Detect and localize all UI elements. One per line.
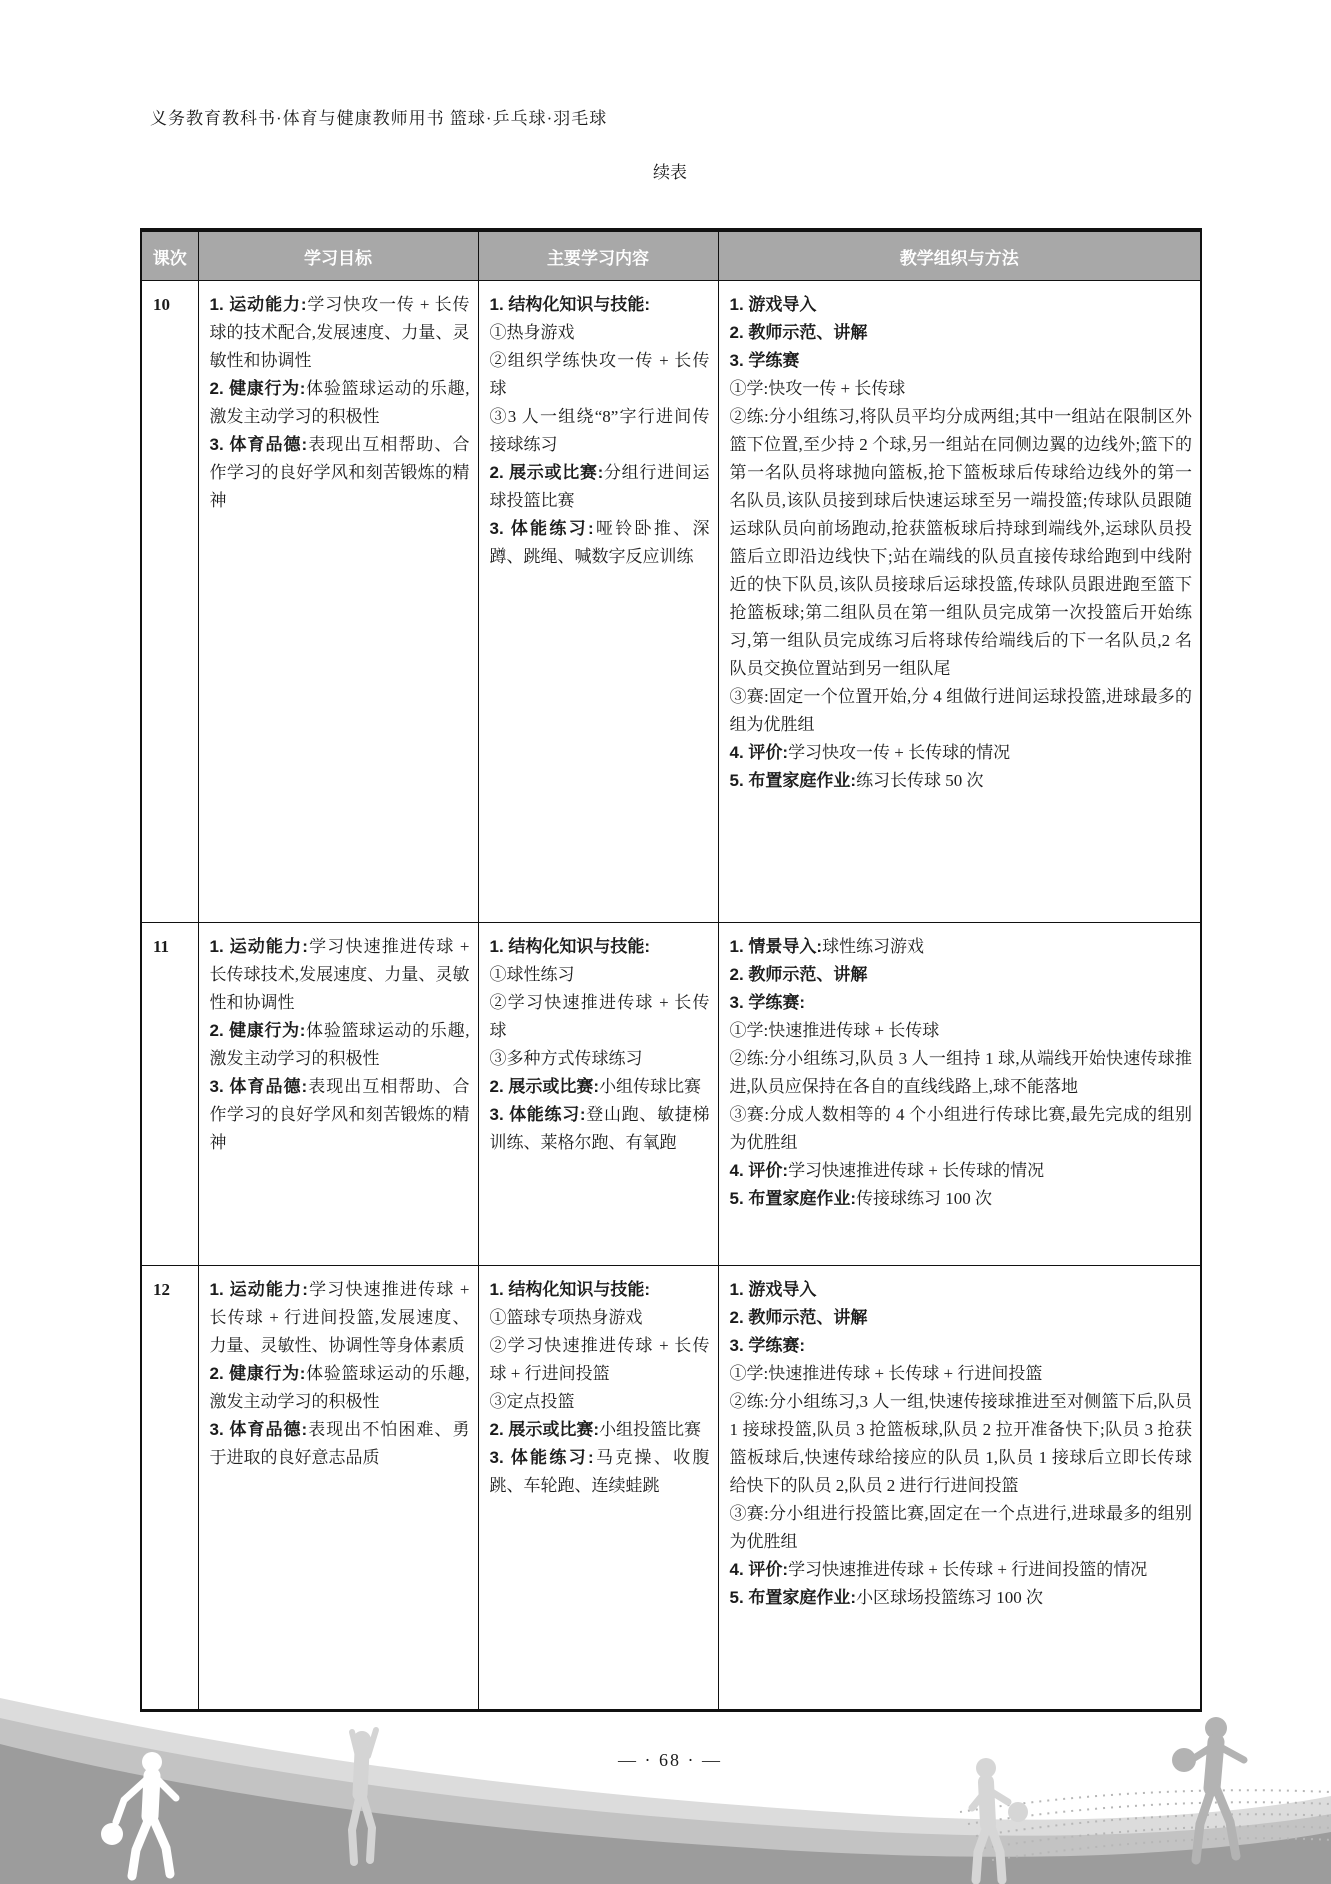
- bold-lead-in: 2. 教师示范、讲解: [729, 1308, 868, 1327]
- column-header-objectives: 学习目标: [198, 230, 478, 281]
- cell-paragraph: [490, 1073, 710, 1101]
- body-text: ②学习快速推进传球 + 长传球 + 行进间投篮: [489, 1336, 710, 1383]
- bold-lead-in: 3. 体能练习:: [489, 1105, 586, 1124]
- body-text: 表现出互相帮助、合作学习的良好学风和刻苦锻炼的精神: [209, 435, 470, 510]
- cell-paragraph: [490, 515, 710, 571]
- bold-lead-in: 3. 学练赛:: [729, 1336, 806, 1355]
- bold-lead-in: 3. 学练赛: [729, 351, 800, 370]
- running-header: 义务教育教科书·体育与健康教师用书 篮球·乒乓球·羽毛球: [150, 109, 608, 128]
- cell-paragraph: [490, 1101, 710, 1157]
- methods-cell: [718, 923, 1201, 1266]
- body-text: ③多种方式传球练习: [489, 1049, 643, 1068]
- body-text: 表现出互相帮助、合作学习的良好学风和刻苦锻炼的精神: [209, 1077, 470, 1152]
- content-cell: [478, 923, 718, 1266]
- cell-paragraph: [730, 1388, 1193, 1500]
- table-header-row: [141, 230, 1201, 281]
- objectives-cell: [198, 1266, 478, 1711]
- lesson-number-cell: 12: [141, 1266, 198, 1711]
- cell-paragraph: [210, 1276, 470, 1360]
- bold-lead-in: 2. 教师示范、讲解: [729, 323, 868, 342]
- bold-lead-in: 3. 体能练习:: [489, 519, 594, 538]
- bold-lead-in: 1. 运动能力:: [209, 1280, 308, 1299]
- body-text: ③赛:分成人数相等的 4 个小组进行传球比赛,最先完成的组别为优胜组: [729, 1105, 1192, 1152]
- decorative-footer-art: [0, 1684, 1331, 1884]
- cell-paragraph: [730, 1360, 1193, 1388]
- lesson-plan-table: [140, 228, 1202, 1712]
- cell-paragraph: [730, 1185, 1193, 1213]
- cell-paragraph: [490, 961, 710, 989]
- cell-paragraph: [490, 1045, 710, 1073]
- body-text: ①学:快速推进传球 + 长传球: [729, 1021, 940, 1040]
- cell-paragraph: [730, 1276, 1193, 1304]
- page-number: — · 68 · —: [618, 1750, 722, 1770]
- bold-lead-in: 1. 结构化知识与技能:: [489, 1280, 651, 1299]
- lesson-number-cell: 10: [141, 281, 198, 923]
- bold-lead-in: 4. 评价:: [729, 1560, 789, 1579]
- body-text: 小组传球比赛: [599, 1077, 702, 1096]
- body-text: ②练:分小组练习,队员 3 人一组持 1 球,从端线开始快速传球推进,队员应保持在各自的直线线路上,球不能落地: [729, 1049, 1192, 1096]
- cell-paragraph: [210, 1416, 470, 1472]
- cell-paragraph: [730, 291, 1193, 319]
- cell-paragraph: [730, 1045, 1193, 1101]
- cell-paragraph: [730, 1332, 1193, 1360]
- bold-lead-in: 2. 展示或比赛:: [489, 463, 604, 482]
- cell-paragraph: [730, 403, 1193, 683]
- column-header-content: 主要学习内容: [478, 230, 718, 281]
- methods-cell: [718, 1266, 1201, 1711]
- body-text: ②练:分小组练习,将队员平均分成两组;其中一组站在限制区外篮下位置,至少持 2 个球,另一组站在同侧边翼的边线外;篮下的第一名队员将球抛向篮板,抢下篮板球后传球给边线外的第一名队员,该队员接到球后快速运球至另一端投篮;传球队员跟随运球队员向前场跑动,抢获篮板球后持球到端线外,运球队员投篮后立即沿边线快下;站在端线的队员直接传球给跑到中线附近的快下队员,该队员接球后运球投篮,传球队员跟进跑至篮下抢篮板球;第二组队员在第一组队员完成第一次投篮后开始练习,第一组队员完成练习后将球传给端线后的下一名队员,2 名队员交换位置站到另一组队尾: [729, 407, 1192, 678]
- body-text: ①篮球专项热身游戏: [489, 1308, 643, 1327]
- body-text: ①球性练习: [489, 965, 575, 984]
- cell-paragraph: [730, 739, 1193, 767]
- bold-lead-in: 3. 体能练习:: [489, 1448, 594, 1467]
- body-text: ①学:快速推进传球 + 长传球 + 行进间投篮: [729, 1364, 1043, 1383]
- body-text: 哑铃卧推、深蹲、跳绳、喊数字反应训练: [489, 519, 710, 566]
- bold-lead-in: 1. 游戏导入: [729, 295, 817, 314]
- body-text: ③赛:固定一个位置开始,分 4 组做行进间运球投篮,进球最多的组为优胜组: [729, 687, 1192, 734]
- column-header-lesson: 课次: [141, 230, 198, 281]
- cell-paragraph: [210, 1073, 470, 1157]
- body-text: 学习快攻一传 + 长传球的技术配合,发展速度、力量、灵敏性和协调性: [209, 295, 470, 370]
- body-text: ③赛:分小组进行投篮比赛,固定在一个点进行,进球最多的组别为优胜组: [729, 1504, 1192, 1551]
- body-text: 学习快攻一传 + 长传球的情况: [788, 743, 1011, 762]
- cell-paragraph: [730, 375, 1193, 403]
- lesson-row: [141, 281, 1201, 923]
- body-text: 小组投篮比赛: [599, 1420, 702, 1439]
- cell-paragraph: [490, 1276, 710, 1304]
- cell-paragraph: [730, 1304, 1193, 1332]
- cell-paragraph: [490, 347, 710, 403]
- body-text: ②学习快速推进传球 + 长传球: [489, 993, 710, 1040]
- body-text: 分组行进间运球投篮比赛: [489, 463, 710, 510]
- content-cell: [478, 281, 718, 923]
- cell-paragraph: [730, 1157, 1193, 1185]
- cell-paragraph: [490, 403, 710, 459]
- cell-paragraph: [730, 1017, 1193, 1045]
- cell-paragraph: [490, 291, 710, 319]
- body-text: 学习快速推进传球 + 长传球技术,发展速度、力量、灵敏性和协调性: [209, 937, 470, 1012]
- body-text: 体验篮球运动的乐趣,激发主动学习的积极性: [209, 1021, 470, 1068]
- body-text: ①热身游戏: [489, 323, 575, 342]
- bold-lead-in: 2. 健康行为:: [209, 1021, 306, 1040]
- body-text: 传接球练习 100 次: [856, 1189, 993, 1208]
- objectives-cell: [198, 923, 478, 1266]
- cell-paragraph: [490, 1416, 710, 1444]
- bold-lead-in: 2. 展示或比赛:: [489, 1077, 600, 1096]
- objectives-cell: [198, 281, 478, 923]
- body-text: 体验篮球运动的乐趣,激发主动学习的积极性: [209, 379, 470, 426]
- bold-lead-in: 5. 布置家庭作业:: [729, 771, 857, 790]
- bold-lead-in: 1. 游戏导入: [729, 1280, 817, 1299]
- bold-lead-in: 5. 布置家庭作业:: [729, 1189, 857, 1208]
- body-text: 体验篮球运动的乐趣,激发主动学习的积极性: [209, 1364, 470, 1411]
- body-text: 马克操、收腹跳、车轮跑、连续蛙跳: [489, 1448, 710, 1495]
- cell-paragraph: [210, 1017, 470, 1073]
- bold-lead-in: 1. 运动能力:: [209, 937, 308, 956]
- cell-paragraph: [490, 989, 710, 1045]
- cell-paragraph: [210, 933, 470, 1017]
- body-text: ②组织学练快攻一传 + 长传球: [489, 351, 710, 398]
- cell-paragraph: [730, 767, 1193, 795]
- body-text: 球性练习游戏: [822, 937, 925, 956]
- body-text: 学习快速推进传球 + 长传球 + 行进间投篮,发展速度、力量、灵敏性、协调性等身体素质: [209, 1280, 470, 1355]
- cell-paragraph: [730, 961, 1193, 989]
- body-text: 表现出不怕困难、勇于进取的良好意志品质: [209, 1420, 470, 1467]
- lesson-row: [141, 1266, 1201, 1711]
- bold-lead-in: 3. 体育品德:: [209, 1420, 308, 1439]
- cell-paragraph: [490, 1388, 710, 1416]
- bold-lead-in: 3. 体育品德:: [209, 435, 308, 454]
- table-caption: 续表: [653, 163, 687, 182]
- bold-lead-in: 2. 健康行为:: [209, 379, 306, 398]
- bold-lead-in: 2. 教师示范、讲解: [729, 965, 868, 984]
- body-text: ②练:分小组练习,3 人一组,快速传接球推进至对侧篮下后,队员 1 接球投篮,队员 3 抢篮板球,队员 2 拉开准备快下;队员 3 抢获篮板球后,快速传球给接应的队员 1,队员 1 接球后立即长传球给快下的队员 2,队员 2 进行行进间投篮: [729, 1392, 1192, 1495]
- body-text: 登山跑、敏捷梯训练、莱格尔跑、有氧跑: [489, 1105, 710, 1152]
- bold-lead-in: 1. 运动能力:: [209, 295, 307, 314]
- cell-paragraph: [730, 933, 1193, 961]
- cell-paragraph: [730, 683, 1193, 739]
- cell-paragraph: [730, 1556, 1193, 1584]
- cell-paragraph: [730, 347, 1193, 375]
- methods-cell: [718, 281, 1201, 923]
- cell-paragraph: [210, 431, 470, 515]
- cell-paragraph: [210, 291, 470, 375]
- body-text: 小区球场投篮练习 100 次: [856, 1588, 1044, 1607]
- body-text: 学习快速推进传球 + 长传球 + 行进间投篮的情况: [788, 1560, 1148, 1579]
- body-text: ③3 人一组绕“8”字行进间传接球练习: [489, 407, 710, 454]
- bold-lead-in: 1. 结构化知识与技能:: [489, 295, 651, 314]
- column-header-methods: 教学组织与方法: [718, 230, 1201, 281]
- lesson-row: [141, 923, 1201, 1266]
- cell-paragraph: [730, 319, 1193, 347]
- cell-paragraph: [210, 1360, 470, 1416]
- cell-paragraph: [730, 989, 1193, 1017]
- lesson-table-body: [141, 281, 1201, 1711]
- cell-paragraph: [490, 933, 710, 961]
- cell-paragraph: [490, 1444, 710, 1500]
- bold-lead-in: 2. 健康行为:: [209, 1364, 306, 1383]
- bold-lead-in: 3. 学练赛:: [729, 993, 806, 1012]
- body-text: ③定点投篮: [489, 1392, 575, 1411]
- lesson-number-cell: 11: [141, 923, 198, 1266]
- bold-lead-in: 4. 评价:: [729, 743, 789, 762]
- cell-paragraph: [490, 1332, 710, 1388]
- body-text: 练习长传球 50 次: [856, 771, 984, 790]
- bold-lead-in: 3. 体育品德:: [209, 1077, 308, 1096]
- cell-paragraph: [210, 375, 470, 431]
- cell-paragraph: [730, 1101, 1193, 1157]
- cell-paragraph: [490, 459, 710, 515]
- body-text: 学习快速推进传球 + 长传球的情况: [788, 1161, 1045, 1180]
- content-cell: [478, 1266, 718, 1711]
- body-text: ①学:快攻一传 + 长传球: [729, 379, 906, 398]
- bold-lead-in: 5. 布置家庭作业:: [729, 1588, 857, 1607]
- bold-lead-in: 4. 评价:: [729, 1161, 789, 1180]
- bold-lead-in: 1. 结构化知识与技能:: [489, 937, 651, 956]
- cell-paragraph: [490, 319, 710, 347]
- bold-lead-in: 2. 展示或比赛:: [489, 1420, 600, 1439]
- bold-lead-in: 1. 情景导入:: [729, 937, 823, 956]
- cell-paragraph: [490, 1304, 710, 1332]
- cell-paragraph: [730, 1500, 1193, 1556]
- cell-paragraph: [730, 1584, 1193, 1612]
